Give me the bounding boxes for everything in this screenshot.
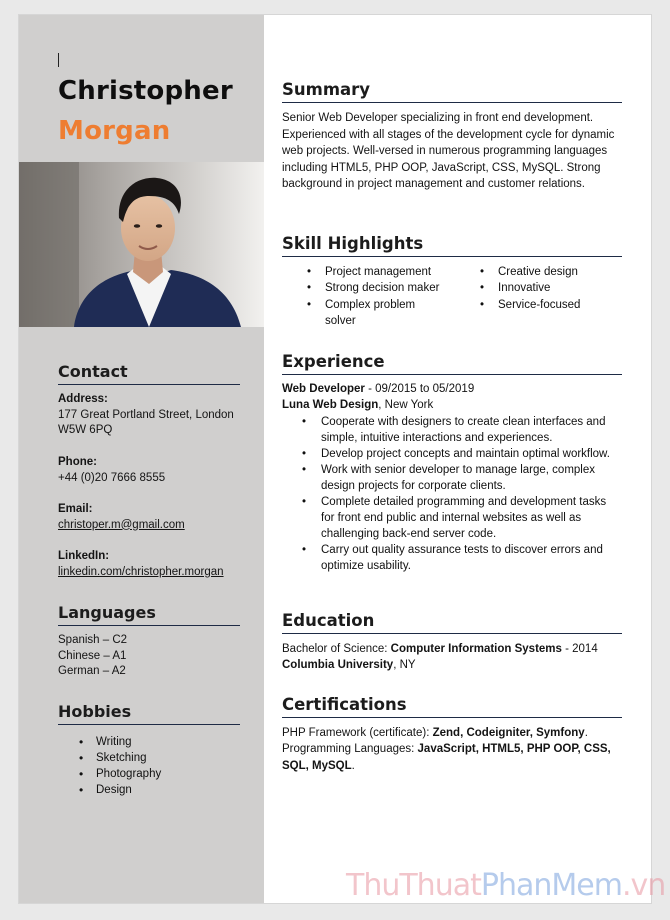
experience-bullet: • Complete detailed programming and development tasks for front end public and internal websites as well as challenging back-end server code.: [300, 494, 622, 542]
experience-role-line: [282, 381, 620, 398]
email-block: [58, 502, 248, 533]
resume-page: [18, 14, 652, 904]
phone-label: Phone:: [58, 456, 97, 468]
watermark-part-1: ThuThuat: [346, 868, 481, 903]
skills-column-1: [305, 264, 455, 329]
company-location: , New York: [378, 399, 434, 411]
cert-1-end: .: [584, 727, 588, 739]
company-name: Luna Web Design: [282, 399, 379, 411]
hobby-item: • Sketching: [79, 750, 161, 766]
languages-heading: Languages: [58, 603, 240, 626]
linkedin-label: LinkedIn:: [58, 550, 110, 562]
job-dates: - 09/2015 to 05/2019: [364, 383, 475, 395]
linkedin-block: [58, 549, 248, 580]
hobby-item: • Photography: [79, 766, 161, 782]
school-name: Columbia University: [282, 659, 394, 671]
cert-1-frameworks: Zend, Codeigniter, Symfony: [432, 727, 585, 739]
degree-year: - 2014: [561, 643, 598, 655]
phone-block: [58, 455, 248, 486]
address-value: 177 Great Portland Street, London W5W 6PQ: [58, 408, 234, 436]
languages-list: [58, 633, 248, 680]
experience-bullet: • Develop project concepts and maintain optimal workflow.: [300, 446, 622, 462]
certifications-heading: Certifications: [282, 695, 622, 718]
skill-item: • Service-focused: [478, 297, 618, 313]
experience-bullets: [300, 414, 622, 574]
education-school-line: [282, 657, 620, 674]
watermark-part-3: .vn: [621, 868, 666, 903]
address-block: [58, 392, 248, 439]
watermark-part-2: PhanMem: [480, 868, 622, 903]
skill-item: • Strong decision maker: [305, 280, 455, 296]
hobby-item: • Design: [79, 782, 161, 798]
profile-photo: [19, 162, 264, 327]
summary-text: Senior Web Developer specializing in front end development. Experienced with all stages of the development cycle for dynamic web projects. Well-versed in numerous programming languages including HTML5, PHP OOP, JavaScript, CSS, MySQL. Strong background in project management and customer relations.: [282, 112, 615, 190]
degree-prefix: Bachelor of Science:: [282, 643, 391, 655]
hobby-item: • Writing: [79, 734, 161, 750]
education-heading: Education: [282, 611, 622, 634]
experience-company-line: [282, 397, 620, 414]
cert-2-prefix: Programming Languages:: [282, 743, 418, 755]
skills-heading: Skill Highlights: [282, 234, 622, 257]
email-link[interactable]: christoper.m@gmail.com: [58, 518, 185, 531]
language-item: Spanish – C2: [58, 634, 128, 646]
skill-item: • Innovative: [478, 280, 618, 296]
experience-heading: Experience: [282, 352, 622, 375]
email-label: Email:: [58, 503, 93, 515]
school-location: , NY: [393, 659, 416, 671]
cert-2-end: .: [351, 759, 355, 772]
experience-bullet: • Cooperate with designers to create clean interfaces and simple, intuitive interactions and experiences.: [300, 414, 622, 446]
language-item: Chinese – A1: [58, 649, 127, 662]
linkedin-link[interactable]: linkedin.com/christopher.morgan: [58, 565, 224, 578]
skill-item: • Project management: [305, 264, 455, 280]
last-name: Morgan: [58, 116, 171, 146]
certification-line-1: [282, 725, 620, 742]
contact-heading: Contact: [58, 362, 240, 385]
education-degree-line: [282, 641, 620, 658]
text-cursor: [58, 53, 59, 67]
degree-name: Computer Information Systems: [390, 643, 562, 655]
cert-2-languages: JavaScript, HTML5, PHP OOP, CSS, SQL, MySQL: [282, 743, 611, 772]
phone-value: +44 (0)20 7666 8555: [58, 471, 166, 484]
certification-line-2: [282, 741, 620, 774]
address-label: Address:: [58, 393, 108, 405]
skill-item: • Creative design: [478, 264, 618, 280]
experience-bullet: • Carry out quality assurance tests to discover errors and optimize usability.: [300, 542, 622, 574]
language-item: German – A2: [58, 665, 126, 677]
summary-heading: Summary: [282, 80, 622, 103]
skills-column-2: [478, 264, 618, 313]
sidebar: [19, 15, 264, 904]
cert-1-prefix: PHP Framework (certificate):: [282, 727, 433, 739]
watermark: [346, 868, 665, 903]
experience-bullet: • Work with senior developer to manage large, complex design projects for corporate clients.: [300, 462, 622, 494]
hobbies-list: [79, 734, 161, 798]
hobbies-heading: Hobbies: [58, 702, 240, 725]
job-role: Web Developer: [282, 383, 365, 395]
first-name: Christopher: [58, 76, 233, 106]
skill-item: • Complex problem solver: [305, 297, 417, 330]
